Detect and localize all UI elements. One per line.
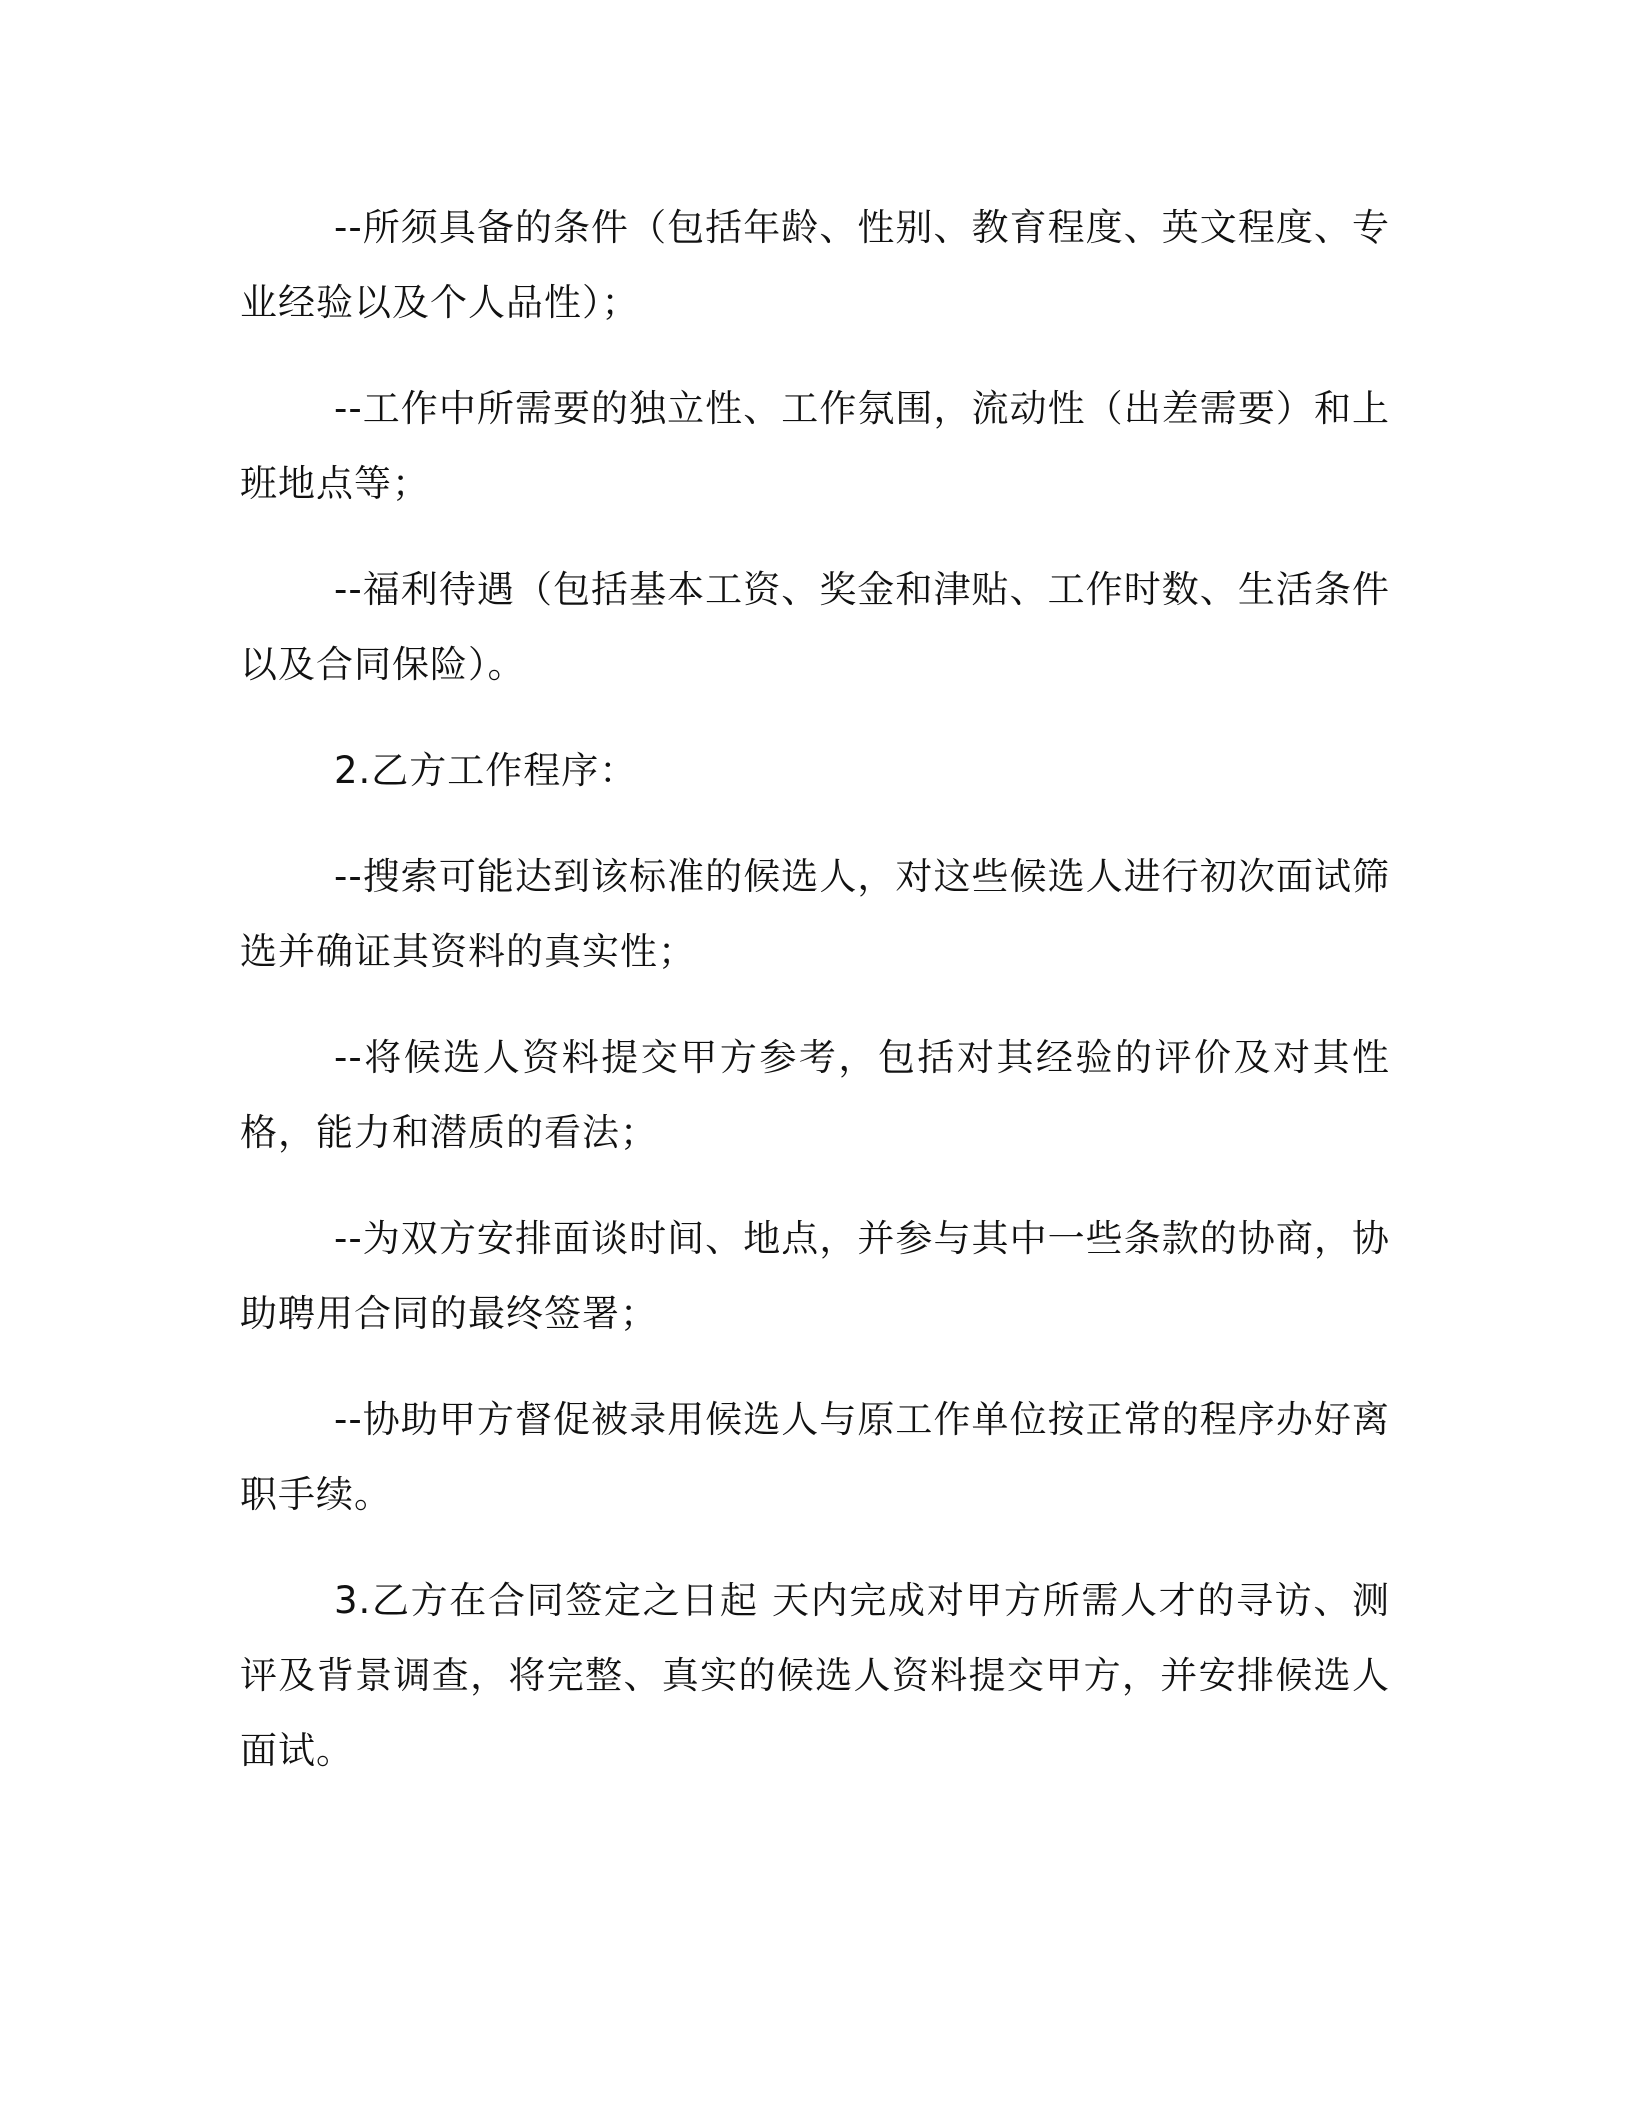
document-page — [240, 190, 1390, 1819]
submit-candidates-paragraph: --将候选人资料提交甲方参考，包括对其经验的评价及对其性格，能力和潜质的看法； — [240, 1036, 1390, 1154]
requirements-paragraph: --所须具备的条件（包括年龄、性别、教育程度、英文程度、专业经验以及个人品性）； — [240, 206, 1390, 324]
section-heading-procedure: 2.乙方工作程序： — [334, 749, 638, 792]
benefits-paragraph: --福利待遇（包括基本工资、奖金和津贴、工作时数、生活条件以及合同保险）。 — [240, 568, 1390, 686]
arrange-interview-paragraph: --为双方安排面谈时间、地点，并参与其中一些条款的协商，协助聘用合同的最终签署； — [240, 1217, 1390, 1335]
search-candidates-paragraph: --搜索可能达到该标准的候选人，对这些候选人进行初次面试筛选并确证其资料的真实性； — [240, 855, 1390, 973]
work-environment-paragraph: --工作中所需要的独立性、工作氛围，流动性（出差需要）和上班地点等； — [240, 387, 1390, 505]
resignation-assist-paragraph: --协助甲方督促被录用候选人与原工作单位按正常的程序办好离职手续。 — [240, 1398, 1390, 1516]
timeline-clause-paragraph: 3.乙方在合同签定之日起 天内完成对甲方所需人才的寻访、测评及背景调查，将完整、真实的候选人资料提交甲方，并安排候选人面试。 — [240, 1579, 1390, 1772]
